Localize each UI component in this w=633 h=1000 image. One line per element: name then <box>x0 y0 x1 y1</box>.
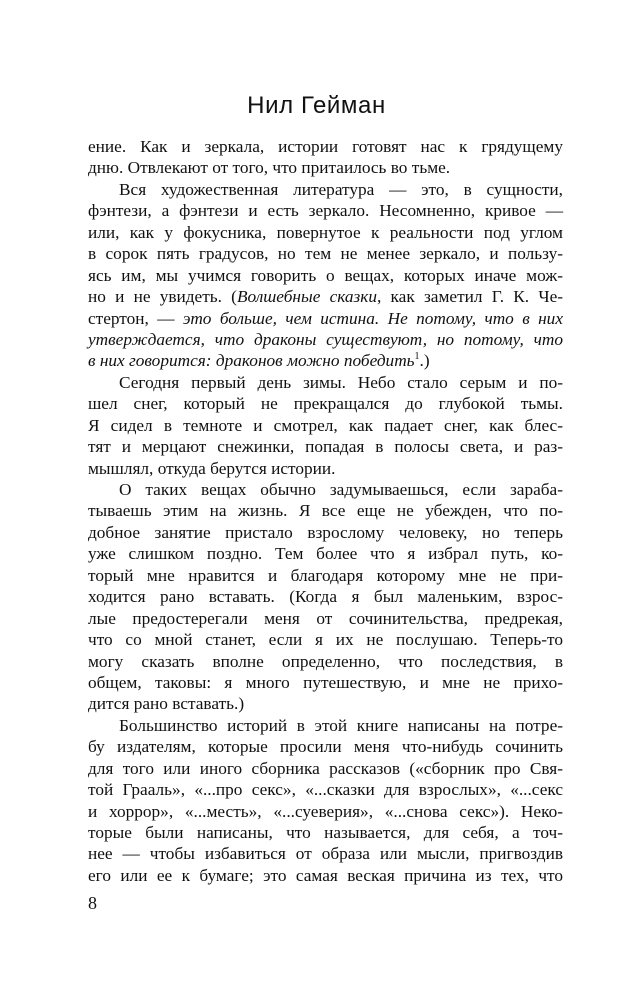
running-head: Нил Гейман <box>247 92 386 119</box>
text-line: той Грааль», «...про секс», «...сказки для взрослых», «...секс <box>88 780 563 800</box>
text-line: шел снег, который не прекращался до глубокой тьмы. <box>88 394 563 414</box>
text-line: Вся художественная литература — это, в сущности, <box>119 179 563 199</box>
text-run: , как заметил Г. К. Че- <box>377 287 563 307</box>
italic-text: в них говорится: драконов можно победить <box>88 351 415 371</box>
text-line: дню. Отвлекают от того, что притаилось во тьме. <box>88 158 451 178</box>
text-line: и хоррор», «...месть», «...суеверия», «...снова секс»). Неко- <box>88 801 563 821</box>
text-line: ение. Как и зеркала, истории готовят нас к грядущему <box>88 137 563 156</box>
text-line: тят и мерцают снежинки, попадая в полосы света, и раз- <box>88 437 563 457</box>
text-line: в сорок пять градусов, но тем не менее зеркало, и пользу- <box>88 244 563 264</box>
paragraph <box>88 479 563 715</box>
text-line: торый мне нравится и благодаря которому мне не при- <box>88 565 563 585</box>
paragraph <box>88 372 563 479</box>
text-line: Большинство историй в этой книге написаны на потре- <box>119 715 563 735</box>
text-line: ясь им, мы учимся говорить о вещах, которых иначе мож- <box>88 265 563 285</box>
text-line <box>88 308 563 329</box>
text-line: фэнтези, а фэнтези и есть зеркало. Несомненно, кривое — <box>88 201 563 221</box>
paragraph <box>88 136 563 179</box>
text-line: добное занятие пристало взрослому человеку, но теперь <box>88 522 563 542</box>
text-run: .) <box>419 351 430 371</box>
text-line: торые были написаны, что называется, для себя, а точ- <box>88 823 563 842</box>
italic-text: это больше, чем истина. Не потому, что в них <box>182 308 563 328</box>
text-line: тываешь этим на жизнь. Я все еще не убежден, что по- <box>88 501 563 521</box>
text-line: О таких вещах обычно задумываешься, если зараба- <box>119 480 563 499</box>
text-run: стертон, — <box>88 308 183 328</box>
text-line: Сегодня первый день зимы. Небо стало серым и по- <box>119 372 563 392</box>
footnote-marker[interactable]: 1 <box>414 351 420 363</box>
italic-text: утверждается, что драконы существуют, но потому, что <box>88 329 563 349</box>
text-run: но и не увидеть. ( <box>88 287 237 307</box>
text-line: его или ее к бумаге; это самая веская причина из тех, что <box>88 865 563 885</box>
body-text <box>88 136 563 886</box>
text-line: или, как у фокусника, повернутое к реальности под углом <box>88 222 563 242</box>
text-line <box>88 286 563 307</box>
page-number: 8 <box>88 893 97 913</box>
text-line: нее — чтобы избавиться от образа или мысли, пригвоздив <box>88 844 563 864</box>
text-line: для того или иного сборника рассказов («сборник про Свя- <box>88 758 563 778</box>
italic-text: Волшебные сказки <box>236 287 378 307</box>
text-line: дится рано вставать.) <box>88 694 245 714</box>
text-line: бу издателям, которые просили меня что-нибудь сочинить <box>88 737 563 757</box>
text-line <box>88 329 563 350</box>
text-line: могу сказать вполне определенно, что последствия, в <box>88 651 563 671</box>
text-line: что со мной станет, если я их не послушаю. Теперь-то <box>88 630 563 650</box>
text-line: Я сидел в темноте и смотрел, как падает снег, как блес- <box>88 415 563 435</box>
text-line: лые предостерегали меня от сочинительства, предрекая, <box>88 608 563 628</box>
paragraph <box>88 715 563 887</box>
text-line: мышлял, откуда берутся истории. <box>88 458 336 478</box>
text-line <box>88 350 563 371</box>
text-line: уже слишком поздно. Тем более что я избрал путь, ко- <box>88 544 563 564</box>
text-line: ходится рано вставать. (Когда я был маленьким, взрос- <box>88 587 563 607</box>
paragraph <box>88 179 563 372</box>
text-line: общем, таковы: я много путешествую, и мне не прихо- <box>88 672 563 692</box>
